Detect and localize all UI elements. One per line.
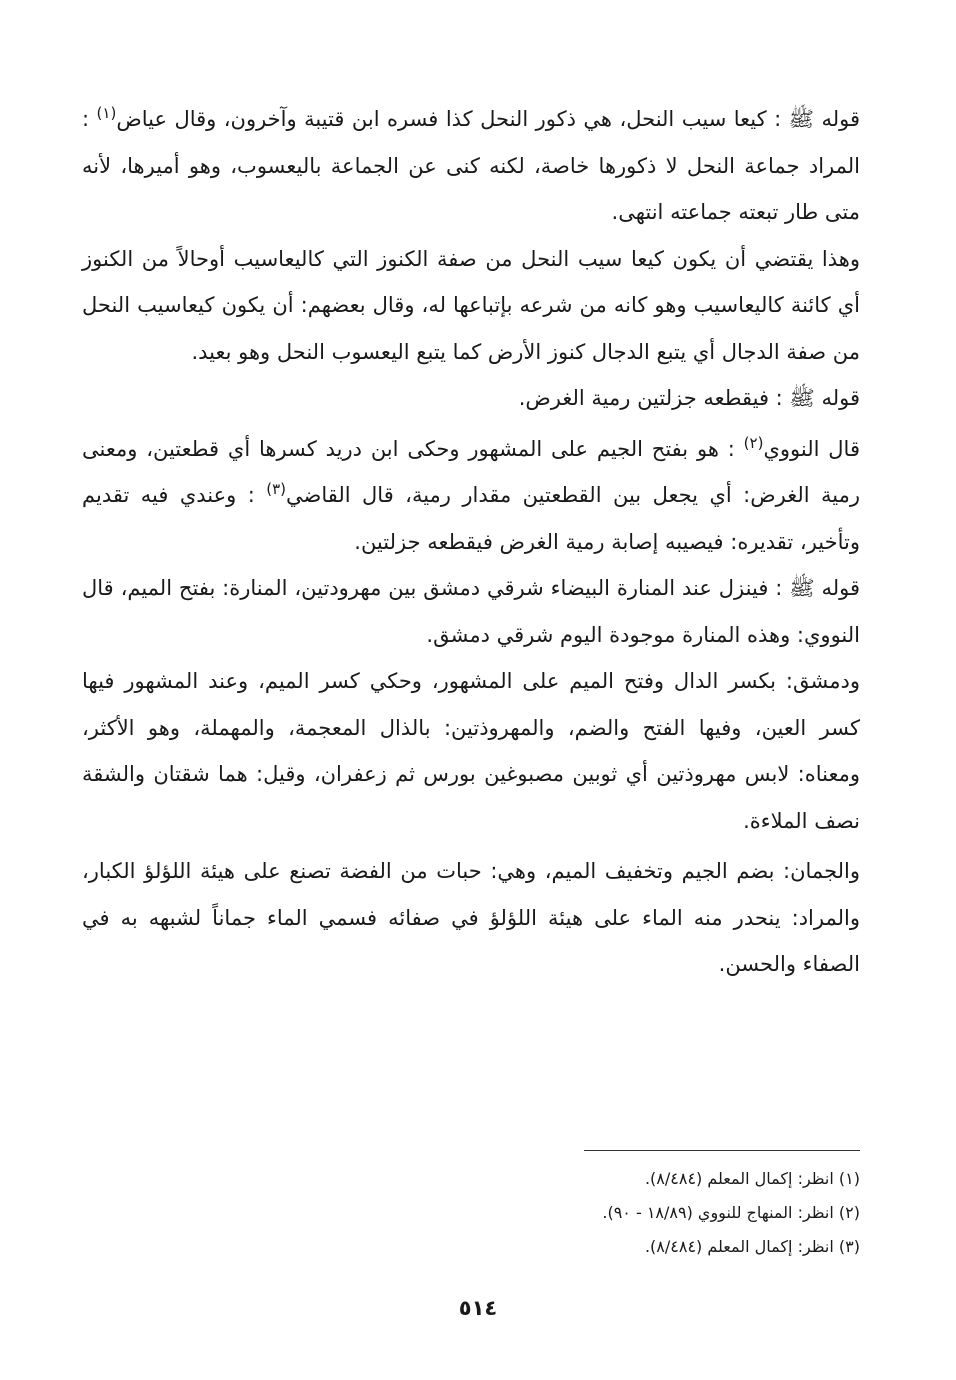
paragraph-text: : وعندي فيه تقديم وتأخير، تقديره: فيصيبه إصابة رمية الغرض فيقطعه جزلتين. — [82, 483, 860, 554]
footnote-ref-1[interactable]: (١) — [96, 104, 117, 122]
paragraph-text: قوله ﷺ : كيعا سيب النحل، هي ذكور النحل كذا فسره ابن قتيبة وآخرون، وقال عياض — [116, 107, 860, 131]
paragraph-text: : هو بفتح الجيم على المشهور وحكى ابن دريد كسرها أي قطعتين، ومعنى رمية الغرض: أي يجعل بين القطعتين مقدار رمية، قال القاضي — [82, 436, 860, 507]
paragraph-text: قوله ﷺ : فيقطعه جزلتين رمية الغرض. — [518, 386, 860, 410]
paragraph-2 — [82, 236, 860, 376]
paragraph-7 — [82, 848, 860, 988]
paragraph-4 — [82, 426, 860, 566]
footnote-ref-2[interactable]: (٢) — [743, 433, 764, 452]
footnote-2: (٢) انظر: المنهاج للنووي (١٨/٨٩ - ٩٠). — [602, 1203, 860, 1222]
footnote-1: (١) انظر: إكمال المعلم (٨/٤٨٤). — [644, 1169, 860, 1188]
paragraph-text: وهذا يقتضي أن يكون كيعا سيب النحل من صفة الكنوز التي كاليعاسيب أوحالاً من الكنوز أي كائنة كاليعاسيب وهو كانه من شرعه بإتباعها له، وقال بعضهم: أن يكون كيعاسيب النحل من صفة الدجال أي يتبع الدجال كنوز الأرض كما يتبع اليعسوب النحل وهو بعيد. — [82, 246, 860, 364]
main-text — [82, 96, 860, 988]
paragraph-text: قال النووي — [763, 436, 860, 461]
paragraph-text: قوله ﷺ : فينزل عند المنارة البيضاء شرقي دمشق بين مهرودتين، المنارة: بفتح الميم، قال النووي: وهذه المنارة موجودة اليوم شرقي دمشق. — [82, 576, 860, 647]
paragraph-text: والجمان: بضم الجيم وتخفيف الميم، وهي: حبات من الفضة تصنع على هيئة اللؤلؤ الكبار، والمراد: ينحدر منه الماء على هيئة اللؤلؤ في صفائه فسمي الماء جماناً لشبهه به في الصفاء والحسن. — [82, 859, 860, 976]
footnotes — [160, 1162, 860, 1264]
footnote-divider — [584, 1150, 860, 1151]
paragraph-text: : المراد جماعة النحل لا ذكورها خاصة، لكنه كنى عن الجماعة باليعسوب، وهو أميرها، لأنه متى طار تبعته جماعته انتهى. — [82, 107, 860, 224]
paragraph-3 — [82, 375, 860, 422]
paragraph-6 — [82, 658, 860, 844]
paragraph-text: ودمشق: بكسر الدال وفتح الميم على المشهور، وحكي كسر الميم، وعند المشهور فيها كسر العين، وفيها الفتح والضم، والمهروذتين: بالذال المعجمة، والمهملة، وهو الأكثر، ومعناه: لابس مهروذتين أي ثوبين مصبوغين بورس ثم زعفران، وقيل: هما شقتان والشقة نصف الملاءة. — [82, 669, 860, 833]
footnote-3: (٣) انظر: إكمال المعلم (٨/٤٨٤). — [644, 1237, 860, 1256]
paragraph-1 — [82, 96, 860, 236]
page-number: ٥١٤ — [458, 1296, 498, 1320]
footnote-ref-3[interactable]: (٣) — [266, 480, 287, 498]
paragraph-5 — [82, 565, 860, 658]
